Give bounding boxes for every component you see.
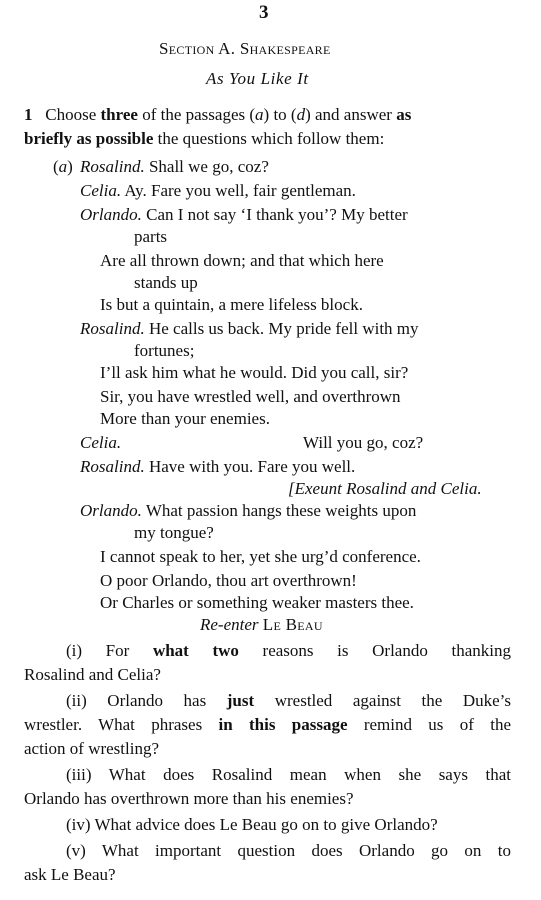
subquestion-iv-line-1: (iv) What advice does Le Beau go on to give Orlando? [66,815,438,834]
subquestion-i-line-1: (i) For what two reasons is Orlando thanking [66,641,511,660]
subquestion-ii-line-3: action of wrestling? [24,739,160,758]
subquestion-i-line-2: Rosalind and Celia? [24,665,161,684]
question-intro-text: Choose three of the passages (a) to (d) and answer as [45,105,412,124]
passage-line: Are all thrown down; and that which here [100,251,384,270]
passage-line: Orlando. Can I not say ‘I thank you’? My better [80,205,408,224]
passage-line: Celia. [80,433,122,452]
passage-line: Will you go, coz? [303,433,424,452]
passage-line: I cannot speak to her, yet she urg’d conference. [100,547,421,566]
passage-line: Is but a quintain, a mere lifeless block. [100,295,363,314]
passage-line: More than your enemies. [100,409,270,428]
question-intro-line-2: briefly as possible the questions which follow them: [24,129,385,148]
subquestion-iii-line-1: (iii) What does Rosalind mean when she says that [66,765,511,784]
section-heading: Section A. Shakespeare [159,39,331,58]
passage-line: Orlando. What passion hangs these weights upon [80,501,417,520]
subquestion-v-line-2: ask Le Beau? [24,865,116,884]
passage-line: Celia. Ay. Fare you well, fair gentleman. [80,181,356,200]
stage-direction: [Exeunt Rosalind and Celia. [288,479,482,498]
question-number: 1 [24,105,33,124]
passage-line: my tongue? [134,523,214,542]
passage-line: Sir, you have wrestled well, and overthrown [100,387,401,406]
passage-line: parts [134,227,168,246]
subquestion-ii-line-2: wrestler. What phrases in this passage remind us of the [24,715,511,734]
passage-line: fortunes; [134,341,195,360]
passage-line: Rosalind. He calls us back. My pride fell with my [80,319,419,338]
passage-line: I’ll ask him what he would. Did you call, sir? [100,363,409,382]
stage-direction-reenter: Re-enter Le Beau [200,615,323,634]
page-number: 3 [259,2,269,23]
passage-line: Rosalind. Shall we go, coz? [80,157,269,176]
passage-label: (a) [53,157,73,176]
subquestion-iii-line-2: Orlando has overthrown more than his enemies? [24,789,354,808]
passage-line: Rosalind. Have with you. Fare you well. [80,457,356,476]
passage-line: Or Charles or something weaker masters thee. [100,593,414,612]
play-title: As You Like It [206,69,309,88]
passage-line: O poor Orlando, thou art overthrown! [100,571,357,590]
subquestion-ii-line-1: (ii) Orlando has just wrestled against the Duke’s [66,691,512,710]
question-intro-line-1 [24,104,511,126]
subquestion-v-line-1: (v) What important question does Orlando go on to [66,841,511,860]
passage-line: stands up [134,273,198,292]
